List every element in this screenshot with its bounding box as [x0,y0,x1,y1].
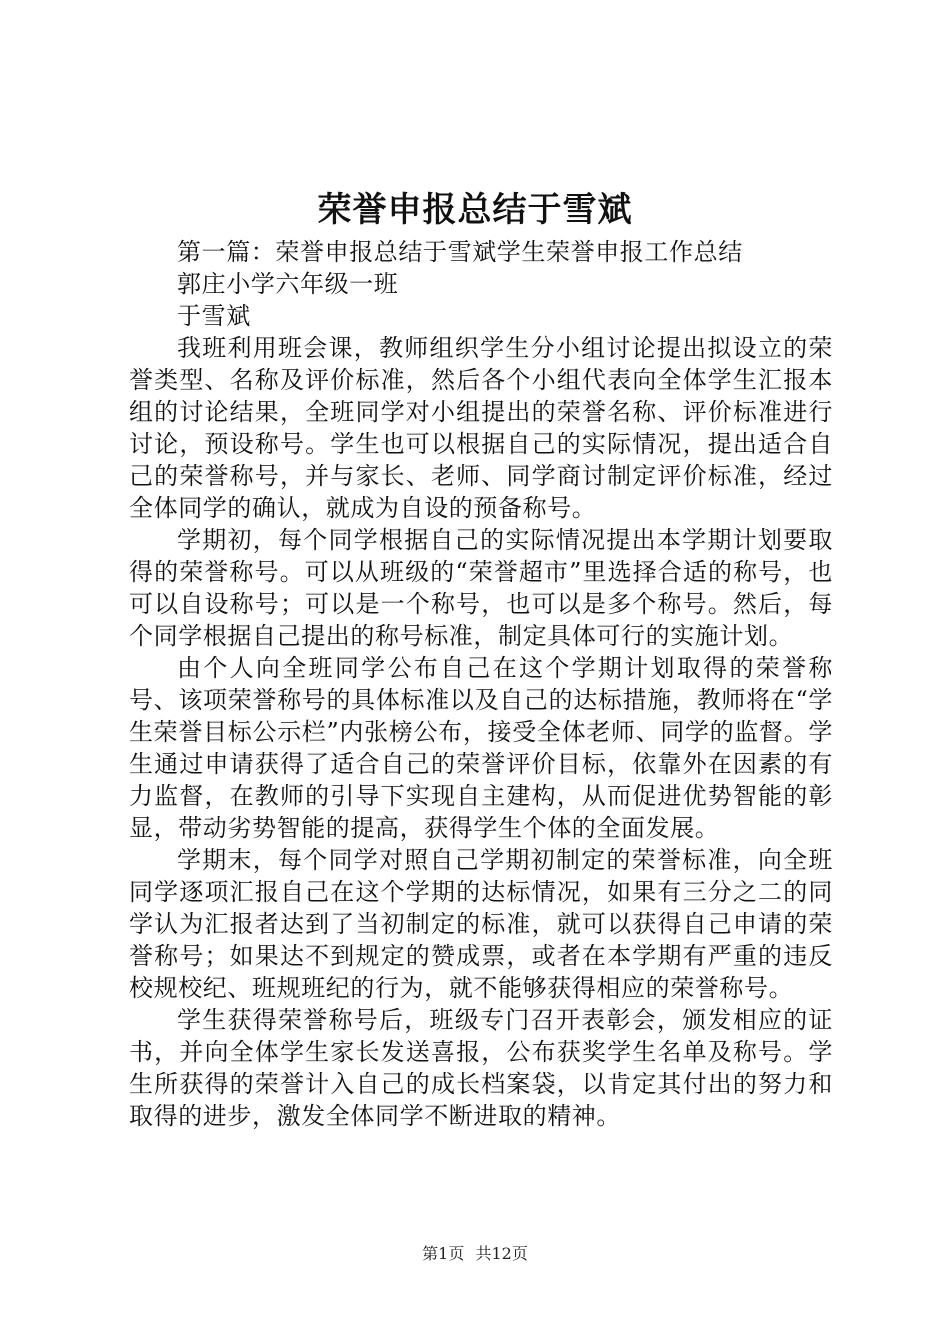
paragraph-heading: 第一篇：荣誉申报总结于雪斌学生荣誉申报工作总结 [177,238,743,266]
paragraph: 我班利用班会课，教师组织学生分小组讨论提出拟设立的荣誉类型、名称及评价标准，然后各个小组代表向全体学生汇报本组的讨论结果，全班同学对小组提出的荣誉名称、评价标准进行讨论，预设称号。学生也可以根据自己的实际情况，提出适合自己的荣誉称号，并与家长、老师、同学商讨制定评价标准，经过全体同学的确认，就成为自设的预备称号。 [129,334,833,522]
page-number: 第1页 [422,1244,465,1263]
paragraph: 由个人向全班同学公布自己在这个学期计划取得的荣誉称号、该项荣誉称号的具体标准以及自己的达标措施，教师将在“学生荣誉目标公示栏”内张榜公布，接受全体老师、同学的监督。学生通过申请获得了适合自己的荣誉评价目标，依靠外在因素的有力监督，在教师的引导下实现自主建构，从而促进优势智能的彰显，带动劣势智能的提高，获得学生个体的全面发展。 [129,654,833,842]
paragraph-author: 于雪斌 [177,302,251,330]
page-total: 共12页 [475,1244,528,1263]
paragraph: 学期末，每个同学对照自己学期初制定的荣誉标准，向全班同学逐项汇报自己在这个学期的达标情况，如果有三分之二的同学认为汇报者达到了当初制定的标准，就可以获得自己申请的荣誉称号；如果达不到规定的赞成票，或者在本学期有严重的违反校规校纪、班规班纪的行为，就不能够获得相应的荣誉称号。 [129,846,833,1002]
paragraph: 学生获得荣誉称号后，班级专门召开表彰会，颁发相应的证书，并向全体学生家长发送喜报，公布获奖学生名单及称号。学生所获得的荣誉计入自己的成长档案袋，以肯定其付出的努力和取得的进步，激发全体同学不断进取的精神。 [129,1006,833,1130]
paragraph: 学期初，每个同学根据自己的实际情况提出本学期计划要取得的荣誉称号。可以从班级的“荣誉超市”里选择合适的称号，也可以自设称号；可以是一个称号，也可以是多个称号。然后，每个同学根据自己提出的称号标准，制定具体可行的实施计划。 [129,526,833,650]
document-body [129,236,833,1132]
page-footer [0,1240,950,1268]
paragraph-school: 郭庄小学六年级一班 [177,270,399,298]
document-title: 荣誉申报总结于雪斌 [317,190,633,230]
